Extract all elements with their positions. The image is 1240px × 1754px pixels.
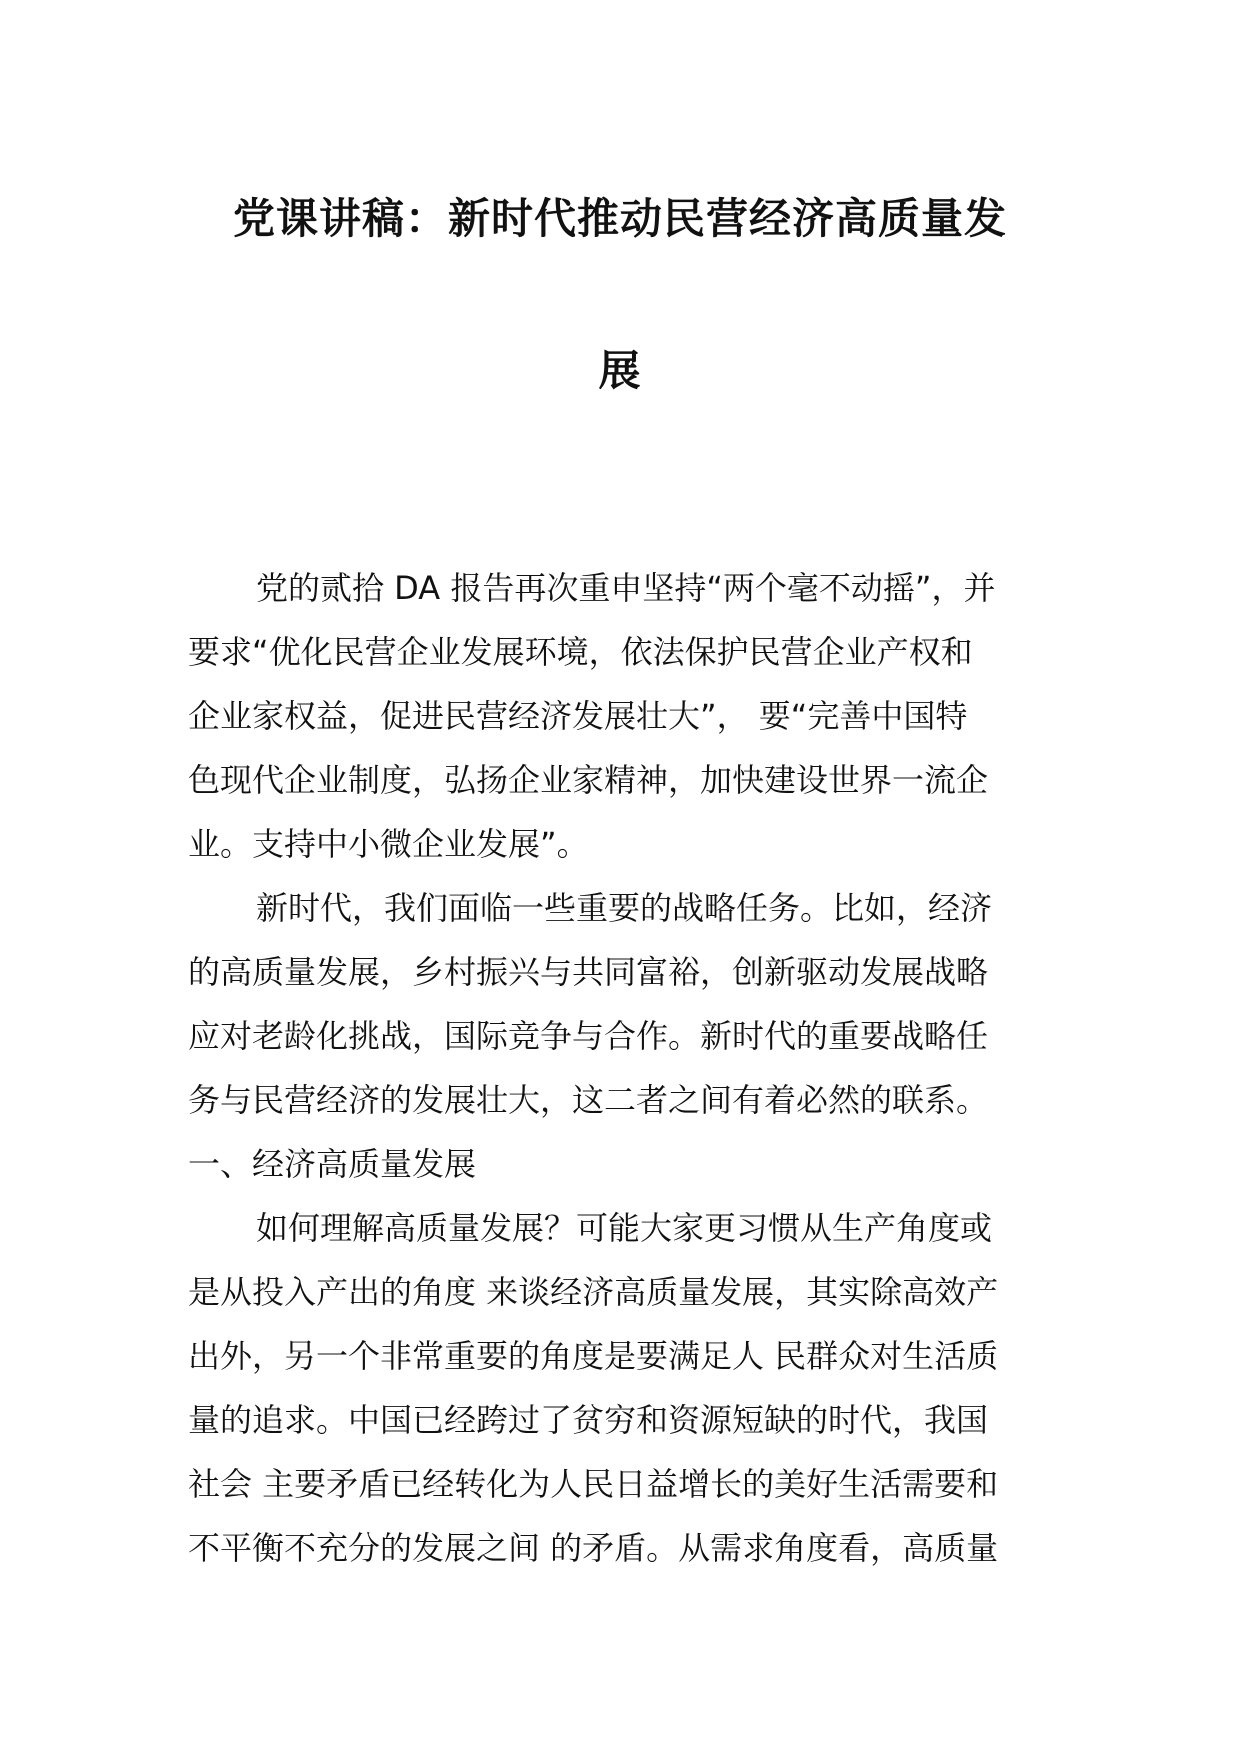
- paragraph-line: 色现代企业制度，弘扬企业家精神，加快建设世界一流企: [188, 761, 989, 799]
- section-heading: 一、经济高质量发展: [188, 1145, 477, 1183]
- title-line-2: 展: [598, 346, 642, 395]
- paragraph-line: 新时代，我们面临一些重要的战略任务。比如，经济: [256, 889, 993, 927]
- paragraph-line: 党的贰拾 DA 报告再次重申坚持“两个毫不动摇”，并: [256, 569, 996, 607]
- paragraph-line: 是从投入产出的角度 来谈经济高质量发展，其实除高效产: [188, 1273, 999, 1311]
- paragraph-line: 要求“优化民营企业发展环境，依法保护民营企业产权和: [188, 633, 973, 671]
- paragraph-line: 应对老龄化挑战，国际竞争与合作。新时代的重要战略任: [188, 1017, 989, 1055]
- paragraph-line: 企业家权益，促进民营经济发展壮大”， 要“完善中国特: [188, 697, 968, 735]
- paragraph-line: 出外，另一个非常重要的角度是要满足人 民群众对生活质: [188, 1337, 999, 1375]
- paragraph-line: 的高质量发展，乡村振兴与共同富裕，创新驱动发展战略: [188, 953, 989, 991]
- paragraph-line: 不平衡不充分的发展之间 的矛盾。从需求角度看，高质量: [188, 1529, 999, 1567]
- paragraph-line: 社会 主要矛盾已经转化为人民日益增长的美好生活需要和: [188, 1465, 999, 1503]
- document-body: [188, 556, 1056, 1580]
- paragraph-line: 如何理解高质量发展？可能大家更习惯从生产角度或: [256, 1209, 993, 1247]
- paragraph-line: 业。支持中小微企业发展”。: [188, 825, 589, 863]
- document-title: [180, 195, 1060, 395]
- title-line-1: 党课讲稿：新时代推动民营经济高质量发: [232, 194, 1007, 243]
- paragraph-line: 量的追求。中国已经跨过了贫穷和资源短缺的时代，我国: [188, 1401, 989, 1439]
- paragraph-line: 务与民营经济的发展壮大，这二者之间有着必然的联系。: [188, 1081, 989, 1119]
